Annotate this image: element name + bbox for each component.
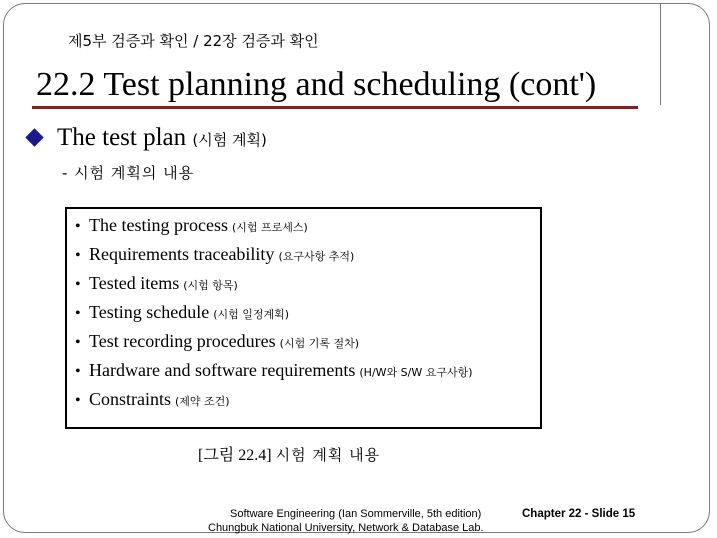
item-ko: (시험 프로세스) [231,221,308,234]
item-ko: (시험 기록 절차) [279,337,360,350]
bullet-dot-icon: • [75,392,81,409]
item-ko: (시험 일정계획) [213,308,290,321]
item-ko: (제약 조건) [175,395,230,408]
bullet-dot-icon: • [75,363,81,380]
chapter-header: 제5부 검증과 확인 / 22장 검증과 확인 [68,32,319,50]
bullet-dot-icon: • [75,247,81,264]
footer-book: Software Engineering (Ian Sommerville, 5th edition) [230,508,482,520]
main-bullet [28,124,267,152]
list-item [75,302,473,331]
list-item [75,331,473,360]
item-en: Tested items [89,273,180,293]
list-item [75,244,473,273]
figure-ref: [그림 22.4] [198,447,272,464]
bullet-dot-icon: • [75,334,81,351]
list-item [75,389,473,418]
item-ko: (시험 항목) [183,279,238,292]
title-underline [32,106,638,109]
list-item [75,360,473,389]
item-en: Constraints [89,389,172,409]
main-bullet-text [57,124,267,152]
item-en: Test recording procedures [89,331,276,351]
bullet-dot-icon: • [75,218,81,235]
list-item [75,215,473,244]
figure-caption-text: 시험 계획 내용 [275,446,381,464]
item-en: The testing process [89,215,228,235]
slide-title: 22.2 Test planning and scheduling (cont') [36,66,597,103]
main-bullet-ko: (시험 계획) [192,131,267,149]
frame-divider [660,3,661,105]
item-en: Testing schedule [89,302,210,322]
sub-heading: - 시험 계획의 내용 [62,164,195,182]
content-box [65,207,542,429]
figure-caption [198,442,380,465]
footer-university: Chungbuk National University, Network & Database Lab. [208,522,484,534]
contents-list [75,215,473,418]
main-bullet-en: The test plan [57,124,187,151]
slide-number: Chapter 22 - Slide 15 [522,508,636,520]
item-ko: (요구사항 추적) [278,250,355,263]
list-item [75,273,473,302]
item-en: Requirements traceability [89,244,275,264]
bullet-dot-icon: • [75,305,81,322]
bullet-dot-icon: • [75,276,81,293]
item-en: Hardware and software requirements [89,360,356,380]
diamond-bullet-icon [25,128,43,146]
item-ko: (H/W와 S/W 요구사항) [359,366,473,379]
